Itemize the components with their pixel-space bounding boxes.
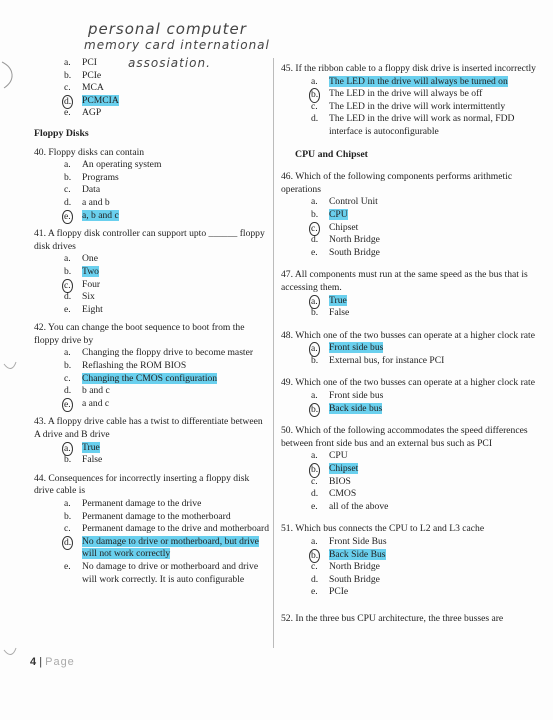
option-text: Front Side Bus [329,536,387,547]
question [34,147,270,223]
option-text: Six [82,291,95,303]
option-answer-highlighted [64,266,270,279]
options [311,295,539,320]
option-text: Reflashing the ROM BIOS [82,360,187,372]
option-letter: e. [64,560,71,572]
page-label: Page [45,656,75,668]
question [281,523,539,599]
option [64,197,270,210]
option: e. AGP [64,107,102,119]
option-answer-highlighted: d. PCMCIA [64,95,270,108]
option-answer-highlighted [311,549,539,562]
handwritten-note-line-2: memory card international [84,38,270,52]
option-letter: d. [64,385,72,397]
option-text: Eight [82,303,103,315]
option-text: No damage to drive or motherboard, but drive will not work correctly [82,535,259,560]
option-letter: b. [64,510,72,522]
option-letter: a. [311,536,318,547]
options [64,347,270,410]
option-text: all of the above [329,500,389,512]
option [64,253,270,266]
handwritten-note-line-1: personal computer [88,20,247,38]
option-answer-highlighted [64,536,270,561]
question-stem: 41. A floppy disk controller can support upto ______ floppy disk drives [34,228,265,252]
option: c. MCA [64,82,104,94]
option [311,196,539,209]
option-letter: e. [62,398,73,413]
option-letter: d. [64,196,72,208]
option-letter: b. [309,403,320,418]
option-letter: d. [311,234,319,246]
option [64,398,270,411]
option-text: Changing the CMOS configuration [82,372,218,384]
option [64,304,270,317]
option: a. PCI [64,57,97,68]
option-answer-highlighted [311,342,539,355]
right-questions [281,171,539,599]
question [281,425,539,513]
option [64,561,270,586]
question-stem: 46. Which of the following components performs arithmetic operations [281,171,513,195]
option-text: PCIe [329,586,349,598]
question [281,330,539,368]
question-stem: 42. You can change the boot sequence to boot from the floppy drive by [34,322,245,346]
option [311,476,539,489]
options [311,390,539,415]
option-text: Chipset [329,221,359,233]
option-letter: c. [62,279,73,294]
option-letter: c. [311,561,318,573]
option [311,536,539,549]
section-heading-cpu-chipset: CPU and Chipset [295,148,368,160]
option-text: Permanent damage to the drive and motherboard [82,523,270,535]
option-text: False [329,307,350,319]
option [64,291,270,304]
question [281,171,539,259]
option-letter: d. [64,291,72,303]
option-letter: c. [311,475,318,487]
option-answer-highlighted [64,442,270,455]
option-text: Data [82,184,101,196]
option [311,234,539,247]
options [311,76,539,139]
question [281,269,539,319]
page-footer [30,656,75,668]
question-stem: 44. Consequences for incorrectly inserting a floppy disk drive cable is [34,472,250,497]
option-text: a, b and c [82,209,119,221]
option [311,561,539,574]
option [311,355,539,368]
option-letter: c. [64,372,71,384]
option-text: The LED in the drive will work intermittently [329,100,506,112]
option-text: b and c [82,385,110,397]
option-letter: a. [64,498,71,509]
option-letter: b. [311,307,319,319]
option-text: The LED in the drive will always be turned on [329,75,508,87]
option-letter: c. [311,100,318,112]
option [311,574,539,587]
option-text: CPU [329,450,348,462]
option-letter: b. [64,360,72,372]
option [64,454,270,467]
margin-mark-top [0,60,20,90]
option-letter: c. [64,184,71,196]
option [311,247,539,260]
option-letter: a. [311,196,318,208]
section-heading-floppy-disks: Floppy Disks [34,127,89,139]
option [64,498,270,511]
question [34,228,270,316]
option-letter: b. [64,265,72,277]
option-letter: a. [64,347,71,359]
margin-mark-bottom [2,646,18,662]
option-text: South Bridge [329,573,380,585]
option-text: One [82,253,98,265]
option-letter: a. [311,75,318,87]
option-letter: b. [311,208,319,220]
options [311,196,539,259]
option [311,88,539,101]
option-text: Four [82,278,101,290]
option-letter: a. [311,450,318,462]
option-text: North Bridge [329,234,380,246]
question-stem: 47. All components must run at the same speed as the bus that is accessing them. [281,269,528,293]
question-stem: 40. Floppy disks can contain [34,146,145,158]
option-letter: b. [64,454,72,466]
option [311,101,539,114]
option [64,511,270,524]
options [64,442,270,467]
option-text: Permanent damage to the motherboard [82,510,231,522]
question [281,377,539,415]
option-answer-highlighted [64,373,270,386]
option-answer-highlighted [64,210,270,223]
option [311,113,539,138]
question [34,416,270,466]
option-letter: a. [64,159,71,171]
option-letter: d. [311,488,319,500]
option [311,488,539,501]
option: b. PCIe [64,69,102,81]
option-letter: e. [62,210,73,225]
question-52: 52. In the three bus CPU architecture, the three busses are [281,612,504,624]
question-stem: 51. Which bus connects the CPU to L2 and L3 cache [281,523,485,535]
option-letter: e. [311,246,318,258]
option-text: External bus, for instance PCI [329,354,445,366]
option-letter: c. [64,523,71,535]
option-text: South Bridge [329,246,380,258]
handwritten-note-line-3: assosiation. [128,56,211,70]
page-separator: | [39,656,43,668]
option-letter: a. [309,342,320,357]
option-letter: b. [64,171,72,183]
option-text: Back side bus [329,402,383,414]
option-letter: c. [309,222,320,237]
option-text: Permanent damage to the drive [82,498,202,509]
options [64,253,270,316]
right-column [281,57,539,626]
question [34,322,270,410]
margin-mark-middle [2,360,18,376]
option [311,307,539,320]
option-text: North Bridge [329,561,380,573]
option-text: Chipset [329,463,359,475]
question [34,473,270,586]
question-stem: 43. A floppy drive cable has a twist to differentiate between A drive and B drive [34,416,263,441]
option-text: True [82,441,100,453]
option-answer-highlighted [311,209,539,222]
option-answer-highlighted [311,463,539,476]
option-letter: e. [311,500,318,512]
option-text: No damage to drive or motherboard and drive will work correctly. It is auto configurable [82,560,259,585]
option-text: Back Side Bus [329,548,386,560]
option [64,347,270,360]
option-answer-highlighted [311,76,539,89]
option-letter: a. [62,442,73,457]
option-text: The LED in the drive will always be off [329,88,483,100]
option-letter: a. [64,253,71,265]
option [64,159,270,172]
question-stem: 50. Which of the following accommodates the speed differences between front side bus and an external bus such as PCI [281,425,528,449]
option [64,523,270,536]
option [64,279,270,292]
option-letter: b. [309,463,320,478]
options [64,159,270,222]
option [64,184,270,197]
option-answer-highlighted [311,403,539,416]
left-column [34,57,270,586]
option-text: Programs [82,171,119,183]
option [311,501,539,514]
left-questions [34,147,270,587]
options [311,536,539,599]
option-text: a and c [82,397,110,409]
option [311,390,539,403]
option-text: Front side bus [329,390,384,402]
options [64,498,270,586]
question-stem: 45. If the ribbon cable to a floppy disk drive is inserted incorrectly [281,63,536,74]
option [64,172,270,185]
page-number: 4 [30,656,37,668]
option-text: Front side bus [329,342,384,354]
option-text: Changing the floppy drive to become master [82,347,254,359]
option-text: CMOS [329,488,357,500]
option-text: False [82,454,103,466]
option-text: An operating system [82,159,162,171]
options [311,450,539,513]
option-text: Control Unit [329,196,378,208]
option-letter: b. [309,549,320,564]
option-text: BIOS [329,475,351,487]
question [281,63,539,139]
option [311,222,539,235]
option [64,385,270,398]
option [311,450,539,463]
option-letter: d. [62,536,73,551]
question-stem: 48. Which one of the two busses can operate at a higher clock rate [281,329,535,341]
option-letter: d. [311,113,319,125]
question-stem: 49. Which one of the two busses can operate at a higher clock rate [281,377,535,389]
option [311,586,539,599]
option-letter: b. [309,88,320,103]
options [311,342,539,367]
option-letter: e. [311,586,318,598]
option-letter: a. [309,295,320,310]
q39-options [64,57,270,120]
option [64,360,270,373]
option-letter: b. [311,354,319,366]
option-letter: d. [311,573,319,585]
option-letter: e. [64,303,71,315]
option-text: The LED in the drive will work as normal, FDD interface is autoconfigurable [329,113,515,137]
option-text: a and b [82,196,110,208]
option-text: CPU [329,208,348,220]
option-text: True [329,294,347,306]
option-text: Two [82,265,99,277]
column-divider [273,58,274,648]
option-answer-highlighted [311,295,539,308]
option-letter: a. [311,390,318,402]
question-45 [281,63,539,139]
